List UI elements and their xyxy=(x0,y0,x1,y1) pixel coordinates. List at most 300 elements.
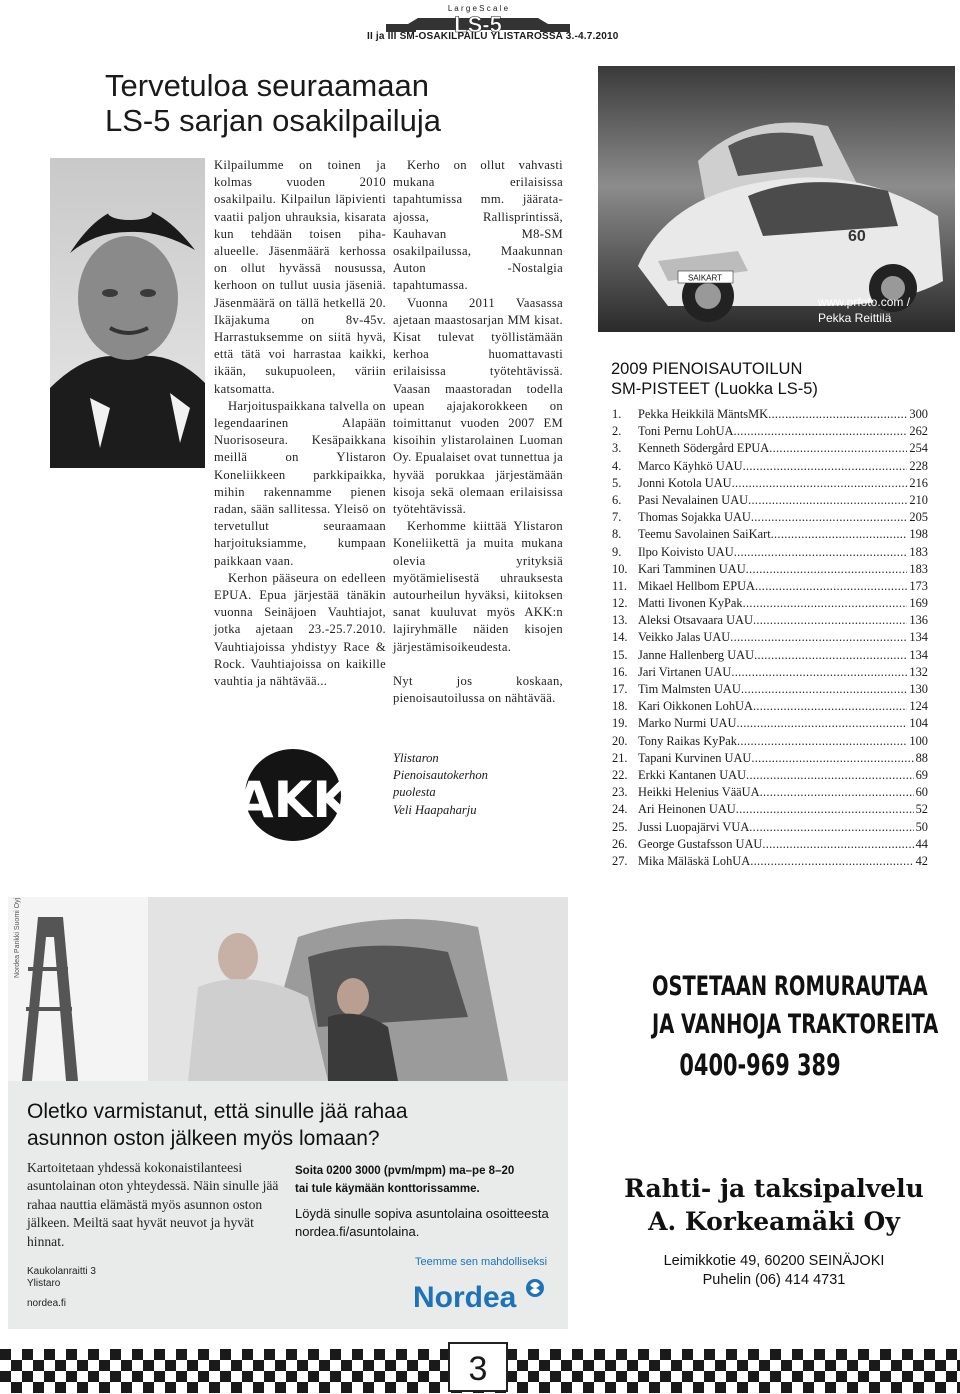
checker-square xyxy=(99,1382,110,1393)
standings-dot-leader xyxy=(741,681,908,698)
checker-square xyxy=(209,1382,220,1393)
checker-square xyxy=(759,1382,770,1393)
standings-dot-leader xyxy=(734,423,908,440)
scrap-ad-line-2: JA VANHOJA TRAKTOREITA xyxy=(652,1009,939,1040)
standings-driver: Kari Oikkonen LohUA xyxy=(638,699,753,714)
checker-square xyxy=(319,1360,330,1371)
checker-square xyxy=(924,1371,935,1382)
checker-square xyxy=(396,1371,407,1382)
standings-driver: Pekka Heikkilä MäntsMK xyxy=(638,407,769,421)
checker-square xyxy=(33,1360,44,1371)
checker-square xyxy=(231,1360,242,1371)
checker-square xyxy=(935,1360,946,1371)
checker-square xyxy=(825,1382,836,1393)
standings-row xyxy=(612,595,928,612)
checker-square xyxy=(429,1382,440,1393)
checker-square xyxy=(121,1382,132,1393)
standings-rank: 2. xyxy=(612,424,622,439)
checker-square xyxy=(22,1371,33,1382)
checker-square xyxy=(781,1382,792,1393)
standings-points: 169 xyxy=(909,596,928,611)
checker-square xyxy=(187,1360,198,1371)
checker-square xyxy=(737,1382,748,1393)
taxi-service-ad xyxy=(612,1172,936,1290)
standings-driver: Tapani Kurvinen UAU xyxy=(638,750,752,765)
standings-dot-leader xyxy=(732,475,908,492)
standings-title-line-2: SM-PISTEET (Luokka LS-5) xyxy=(611,380,818,398)
logo-main-text: LS-5 xyxy=(454,12,502,37)
standings-points: 210 xyxy=(909,492,928,507)
standings-list xyxy=(612,406,928,870)
standings-dot-leader xyxy=(751,509,908,526)
checker-square xyxy=(132,1349,143,1360)
checker-square xyxy=(550,1349,561,1360)
standings-driver: Toni Pernu LohUA xyxy=(638,424,734,439)
standings-dot-leader xyxy=(753,698,907,715)
standings-title xyxy=(611,359,818,399)
standings-points: 44 xyxy=(915,836,928,851)
akk-logo-text: AKK xyxy=(234,771,352,829)
taxi-ad-title: Rahti- ja taksipalvelu xyxy=(624,1174,924,1203)
standings-rank: 1. xyxy=(612,407,622,421)
standings-driver: Kari Tamminen UAU xyxy=(638,561,746,576)
taxi-ad-company: A. Korkeamäki Oy xyxy=(648,1207,900,1236)
checker-square xyxy=(693,1382,704,1393)
standings-row xyxy=(612,406,928,423)
standings-dot-leader xyxy=(730,629,907,646)
checker-square xyxy=(418,1349,429,1360)
checker-square xyxy=(671,1382,682,1393)
checker-square xyxy=(748,1349,759,1360)
checker-square xyxy=(704,1371,715,1382)
standings-driver: Mika Mäläskä LohUA xyxy=(638,853,751,868)
checker-square xyxy=(330,1371,341,1382)
checker-square xyxy=(121,1360,132,1371)
standings-rank: 3. xyxy=(612,441,622,456)
taxi-ad-address: Leimikkotie 49, 60200 SEINÄJOKI xyxy=(663,1253,885,1269)
standings-dot-leader xyxy=(754,647,907,664)
checker-square xyxy=(913,1360,924,1371)
standings-dot-leader xyxy=(743,458,908,475)
checker-square xyxy=(352,1371,363,1382)
standings-driver: Jonni Kotola UAU xyxy=(638,475,732,490)
checker-square xyxy=(627,1382,638,1393)
standings-driver: Tim Malmsten UAU xyxy=(638,682,741,696)
checker-square xyxy=(847,1382,858,1393)
checker-square xyxy=(11,1382,22,1393)
standings-row xyxy=(612,561,928,578)
checker-square xyxy=(88,1371,99,1382)
standings-driver: Erkki Kantanen UAU xyxy=(638,767,747,782)
checker-square xyxy=(825,1360,836,1371)
checker-square xyxy=(748,1371,759,1382)
standings-rank: 12. xyxy=(612,596,628,611)
standings-row xyxy=(612,853,928,870)
checker-square xyxy=(572,1371,583,1382)
checker-square xyxy=(253,1382,264,1393)
checker-square xyxy=(374,1349,385,1360)
standings-rank: 27. xyxy=(612,853,628,868)
checker-square xyxy=(935,1382,946,1393)
checker-square xyxy=(242,1349,253,1360)
checker-square xyxy=(143,1360,154,1371)
checker-square xyxy=(539,1382,550,1393)
checker-square xyxy=(198,1349,209,1360)
standings-points: 262 xyxy=(909,424,928,439)
col2-paragraph: Vuonna 2011 Vaasassa ajetaan maastosarjan MM kisat. Kisat tulevat työllistämään kerhoa huomattavasti erilaisissa työtehtävissä. Vaasan maastoradan todella upean ajajakorokkeen on toimittanut vuoden 2007 EM kisoihin ylistarolainen Luoman Oy. Epualaiset ovat tunnettua ja hyvää porukkaa järjestämään kisoja sekä olemaan erilaisissa työtehtävissä. xyxy=(393,295,564,517)
standings-points: 136 xyxy=(909,613,928,628)
standings-points: 88 xyxy=(915,750,928,765)
checker-square xyxy=(209,1360,220,1371)
checker-square xyxy=(715,1382,726,1393)
checker-square xyxy=(671,1360,682,1371)
standings-rank: 6. xyxy=(612,492,622,507)
standings-points: 205 xyxy=(909,510,928,525)
checker-square xyxy=(341,1360,352,1371)
signature-line: Ylistaron xyxy=(393,751,439,765)
standings-driver: Jussi Luopajärvi VUA xyxy=(638,819,750,834)
checker-square xyxy=(946,1349,957,1360)
standings-title-line-1: 2009 PIENOISAUTOILUN xyxy=(611,360,803,378)
checker-square xyxy=(22,1349,33,1360)
standings-row xyxy=(612,698,928,715)
standings-driver: George Gustafsson UAU xyxy=(638,836,763,851)
checker-square xyxy=(154,1371,165,1382)
checker-square xyxy=(363,1360,374,1371)
standings-dot-leader xyxy=(750,853,913,870)
standings-row xyxy=(612,423,928,440)
standings-driver: Ilpo Koivisto UAU xyxy=(638,544,734,559)
standings-points: 69 xyxy=(915,767,928,782)
checker-square xyxy=(374,1371,385,1382)
nordea-call-text xyxy=(295,1162,514,1198)
checker-square xyxy=(308,1349,319,1360)
standings-row xyxy=(612,629,928,646)
checker-square xyxy=(198,1371,209,1382)
checker-square xyxy=(286,1371,297,1382)
article-column-2 xyxy=(393,157,563,707)
standings-row xyxy=(612,526,928,543)
checker-square xyxy=(154,1349,165,1360)
checker-square xyxy=(836,1349,847,1360)
checker-square xyxy=(385,1382,396,1393)
checker-square xyxy=(847,1360,858,1371)
checker-square xyxy=(220,1349,231,1360)
checker-square xyxy=(33,1382,44,1393)
checker-square xyxy=(44,1349,55,1360)
checker-square xyxy=(594,1349,605,1360)
standings-dot-leader xyxy=(737,733,907,750)
signature-line: Pienoisautokerhon xyxy=(393,768,488,783)
standings-row xyxy=(612,647,928,664)
standings-row xyxy=(612,836,928,853)
checker-square xyxy=(0,1371,11,1382)
standings-row xyxy=(612,544,928,561)
checker-square xyxy=(297,1382,308,1393)
checker-square xyxy=(297,1360,308,1371)
standings-points: 183 xyxy=(909,544,928,559)
checker-square xyxy=(803,1382,814,1393)
standings-dot-leader xyxy=(748,492,907,509)
nordea-slogan: Teemme sen mahdolliseksi xyxy=(415,1256,548,1268)
standings-rank: 4. xyxy=(612,458,622,473)
standings-points: 60 xyxy=(915,785,928,800)
nordea-find-text: Löydä sinulle sopiva asuntolaina osoitteesta nordea.fi/asuntolaina. xyxy=(295,1206,549,1239)
checker-square xyxy=(110,1349,121,1360)
checker-square xyxy=(429,1360,440,1371)
standings-rank: 7. xyxy=(612,510,622,525)
col2-paragraph: Nyt jos koskaan, pienoisautoilussa on nähtävää. xyxy=(393,673,563,706)
checker-square xyxy=(814,1349,825,1360)
standings-row xyxy=(612,612,928,629)
article-headline xyxy=(105,68,441,138)
checker-square xyxy=(286,1349,297,1360)
checker-square xyxy=(242,1371,253,1382)
standings-driver: Matti Iivonen KyPak xyxy=(638,596,743,611)
nordea-family-photo xyxy=(8,897,568,1081)
col1-paragraph: Kerhon pääseura on edelleen EPUA. Epua järjestää tänäkin vuonna Seinäjoen Vauhtiajot, jotka ajetaan 23.-25.7.2010. Vauhtiajoissa yhdistyy Race & Rock. Vauhtiajoissa on kaikille vauhtia ja nähtävää... xyxy=(214,570,386,689)
article-column-1 xyxy=(214,157,386,690)
checker-square xyxy=(99,1360,110,1371)
checker-square xyxy=(737,1360,748,1371)
standings-dot-leader xyxy=(760,784,914,801)
akk-logo xyxy=(233,739,353,851)
col1-paragraph: Kilpailumme on toinen ja kolmas vuoden 2010 osakilpailu. Kilpailun läpivienti vaatii paljon uhrauksia, kisarata kun tehdään toisen piha-alueelle. Jäsenmäärä kerhossa on ollut hyvässä nousussa, kerhoon on tullut uusia jäseniä. Jäsenmäärä on tällä hetkellä 20. Ikäjakuma on 8v-45v. Harrastuksemme on siitä hyvä, että tätä voi harrastaa kaikki, ikään, sukupuoleen, väriin katsomatta. xyxy=(214,158,386,396)
standings-points: 42 xyxy=(915,853,928,868)
standings-points: 300 xyxy=(909,407,928,421)
checker-square xyxy=(176,1349,187,1360)
checker-square xyxy=(616,1349,627,1360)
checker-square xyxy=(341,1382,352,1393)
standings-driver: Mikael Hellbom EPUA xyxy=(638,578,756,593)
standings-rank: 16. xyxy=(612,664,628,679)
scrap-ad-line-1: OSTETAAN ROMURAUTAA xyxy=(652,971,928,1002)
checker-square xyxy=(550,1371,561,1382)
checker-square xyxy=(869,1360,880,1371)
standings-rank: 11. xyxy=(612,578,628,593)
standings-row xyxy=(612,664,928,681)
standings-driver: Teemu Savolainen SaiKart xyxy=(638,527,771,542)
car-number-text: 60 xyxy=(848,228,866,245)
checker-square xyxy=(891,1382,902,1393)
standings-points: 228 xyxy=(909,458,928,473)
standings-dot-leader xyxy=(736,715,907,732)
checker-square xyxy=(902,1349,913,1360)
standings-dot-leader xyxy=(751,750,913,767)
standings-points: 100 xyxy=(909,733,928,748)
checker-square xyxy=(869,1382,880,1393)
nordea-headline-line-1: Oletko varmistanut, että sinulle jää rahaa xyxy=(27,1100,408,1123)
standings-driver: Kenneth Södergård EPUA xyxy=(638,441,770,456)
checker-square xyxy=(726,1349,737,1360)
standings-row xyxy=(612,715,928,732)
checker-square xyxy=(396,1349,407,1360)
checker-square xyxy=(66,1371,77,1382)
nordea-website-link[interactable]: nordea.fi xyxy=(27,1298,66,1309)
standings-dot-leader xyxy=(746,561,908,578)
standings-row xyxy=(612,509,928,526)
checker-square xyxy=(814,1371,825,1382)
checker-square xyxy=(759,1360,770,1371)
checker-square xyxy=(77,1382,88,1393)
standings-points: 198 xyxy=(909,527,928,542)
standings-rank: 13. xyxy=(612,613,628,628)
checker-square xyxy=(88,1349,99,1360)
standings-rank: 9. xyxy=(612,544,622,559)
standings-points: 254 xyxy=(909,441,928,456)
standings-rank: 5. xyxy=(612,475,622,490)
standings-driver: Aleksi Otsavaara UAU xyxy=(638,613,753,628)
standings-dot-leader xyxy=(736,801,914,818)
checker-square xyxy=(880,1371,891,1382)
checker-square xyxy=(55,1360,66,1371)
standings-row xyxy=(612,440,928,457)
standings-points: 183 xyxy=(909,561,928,576)
checker-square xyxy=(660,1349,671,1360)
checker-square xyxy=(418,1371,429,1382)
photo-credit xyxy=(818,294,910,326)
col1-paragraph: Harjoituspaikkana talvella on legendaarinen Alapään Nuorisoseura. Kesäpaikkana meillä on Ylistaron Koneliikkeen parkkipaikka, mihin rakennamme pienen radan, sään sallitessa. Yleisö on tervetullut seuraamaan harjoituksiamme, kumpaan paikkaan vaan. xyxy=(214,398,386,568)
standings-points: 173 xyxy=(909,578,928,593)
checker-square xyxy=(616,1371,627,1382)
checker-square xyxy=(649,1382,660,1393)
standings-driver: Veikko Jalas UAU xyxy=(638,630,731,645)
standings-row xyxy=(612,681,928,698)
checker-square xyxy=(407,1360,418,1371)
logo-top-text: L a r g e S c a l e xyxy=(447,4,509,13)
standings-driver: Marco Käyhkö UAU xyxy=(638,458,743,473)
checker-square xyxy=(770,1349,781,1360)
standings-dot-leader xyxy=(731,664,907,681)
checker-square xyxy=(253,1360,264,1371)
checker-square xyxy=(308,1371,319,1382)
standings-dot-leader xyxy=(749,819,913,836)
standings-points: 104 xyxy=(909,716,928,731)
standings-row xyxy=(612,458,928,475)
checker-square xyxy=(363,1382,374,1393)
checker-square xyxy=(385,1360,396,1371)
rc-car-photo xyxy=(598,66,955,332)
nordea-address xyxy=(27,1266,96,1290)
checker-square xyxy=(561,1360,572,1371)
checker-square xyxy=(407,1382,418,1393)
nordea-address-line-1: Kaukolanraitti 3 xyxy=(27,1266,96,1277)
standings-driver: Pasi Nevalainen UAU xyxy=(638,492,749,507)
checker-square xyxy=(704,1349,715,1360)
standings-rank: 8. xyxy=(612,527,622,542)
checker-square xyxy=(77,1360,88,1371)
checker-square xyxy=(55,1382,66,1393)
standings-rank: 20. xyxy=(612,733,628,748)
standings-points: 134 xyxy=(909,647,928,662)
standings-row xyxy=(612,750,928,767)
standings-rank: 17. xyxy=(612,682,628,696)
checker-square xyxy=(770,1371,781,1382)
standings-rank: 18. xyxy=(612,699,628,714)
standings-driver: Janne Hallenberg UAU xyxy=(638,647,755,662)
checker-square xyxy=(638,1349,649,1360)
checker-square xyxy=(924,1349,935,1360)
checker-square xyxy=(231,1382,242,1393)
checker-square xyxy=(913,1382,924,1393)
page-number: 3 xyxy=(448,1342,508,1392)
standings-points: 134 xyxy=(909,630,928,645)
checker-square xyxy=(572,1349,583,1360)
checker-square xyxy=(682,1371,693,1382)
standings-points: 130 xyxy=(909,682,928,696)
checker-square xyxy=(880,1349,891,1360)
checker-square xyxy=(220,1371,231,1382)
checker-square xyxy=(539,1360,550,1371)
checker-square xyxy=(792,1371,803,1382)
checker-square xyxy=(528,1371,539,1382)
nordea-call-line-2: tai tule käymään konttorissamme. xyxy=(295,1183,480,1195)
col2-paragraph: Kerhomme kiittää Ylistaron Koneliikettä ja muita mukana olevia yrityksiä myötämielisestä uhrauksesta autourheilun hyväksi, kiitoksen sanat kuuluvat myös AKK:n lajiryhmälle näiden kisojen järjestämisoikeudesta. xyxy=(393,519,563,654)
standings-dot-leader xyxy=(762,836,913,853)
checker-square xyxy=(0,1349,11,1360)
standings-points: 124 xyxy=(909,699,928,714)
standings-row xyxy=(612,492,928,509)
standings-points: 52 xyxy=(915,802,928,817)
standings-points: 50 xyxy=(915,819,928,834)
standings-driver: Heikki Helenius VääUA xyxy=(638,785,760,800)
signature-line: Veli Haapaharju xyxy=(393,802,477,817)
checker-square xyxy=(517,1382,528,1393)
checker-square xyxy=(187,1382,198,1393)
standings-row xyxy=(612,733,928,750)
checker-square xyxy=(275,1360,286,1371)
checker-square xyxy=(781,1360,792,1371)
standings-row xyxy=(612,767,928,784)
standings-row xyxy=(612,819,928,836)
checker-square xyxy=(682,1349,693,1360)
checker-square xyxy=(605,1360,616,1371)
checker-square xyxy=(176,1371,187,1382)
checker-square xyxy=(583,1382,594,1393)
nordea-call-line-1: Soita 0200 3000 (pvm/mpm) ma–pe 8–20 xyxy=(295,1165,515,1177)
checker-square xyxy=(858,1371,869,1382)
nordea-body-text: Kartoitetaan yhdessä kokonaistilanteesi asuntolainan oton yhteydessä. Näin sinulle jää rahaa nauttia elämästä myös asunnon oston jälkeen. Meiltä saat hyvät neuvot ja hyvät hinnat. xyxy=(27,1160,279,1249)
checker-square xyxy=(264,1371,275,1382)
scrap-metal-ad xyxy=(610,968,939,1086)
headline-line-2: LS-5 sarjan osakilpailuja xyxy=(105,103,442,138)
nordea-headline xyxy=(27,1098,408,1152)
checker-square xyxy=(594,1371,605,1382)
checker-square xyxy=(517,1360,528,1371)
checker-square xyxy=(561,1382,572,1393)
standings-row xyxy=(612,475,928,492)
standings-driver: Marko Nurmi UAU xyxy=(638,716,737,731)
checker-square xyxy=(44,1371,55,1382)
standings-rank: 25. xyxy=(612,819,628,834)
headline-line-1: Tervetuloa seuraamaan xyxy=(105,68,429,103)
photo-credit-line-2: Pekka Reittilä xyxy=(818,311,892,325)
checker-square xyxy=(715,1360,726,1371)
checker-square xyxy=(858,1349,869,1360)
nordea-star-icon xyxy=(526,1279,544,1297)
standings-rank: 22. xyxy=(612,767,628,782)
checker-square xyxy=(66,1349,77,1360)
checker-square xyxy=(649,1360,660,1371)
standings-rank: 10. xyxy=(612,561,628,576)
checker-square xyxy=(836,1371,847,1382)
checker-square xyxy=(264,1349,275,1360)
checker-square xyxy=(583,1360,594,1371)
standings-rank: 14. xyxy=(612,630,628,645)
standings-dot-leader xyxy=(768,406,907,423)
checker-square xyxy=(946,1371,957,1382)
checker-square xyxy=(352,1349,363,1360)
